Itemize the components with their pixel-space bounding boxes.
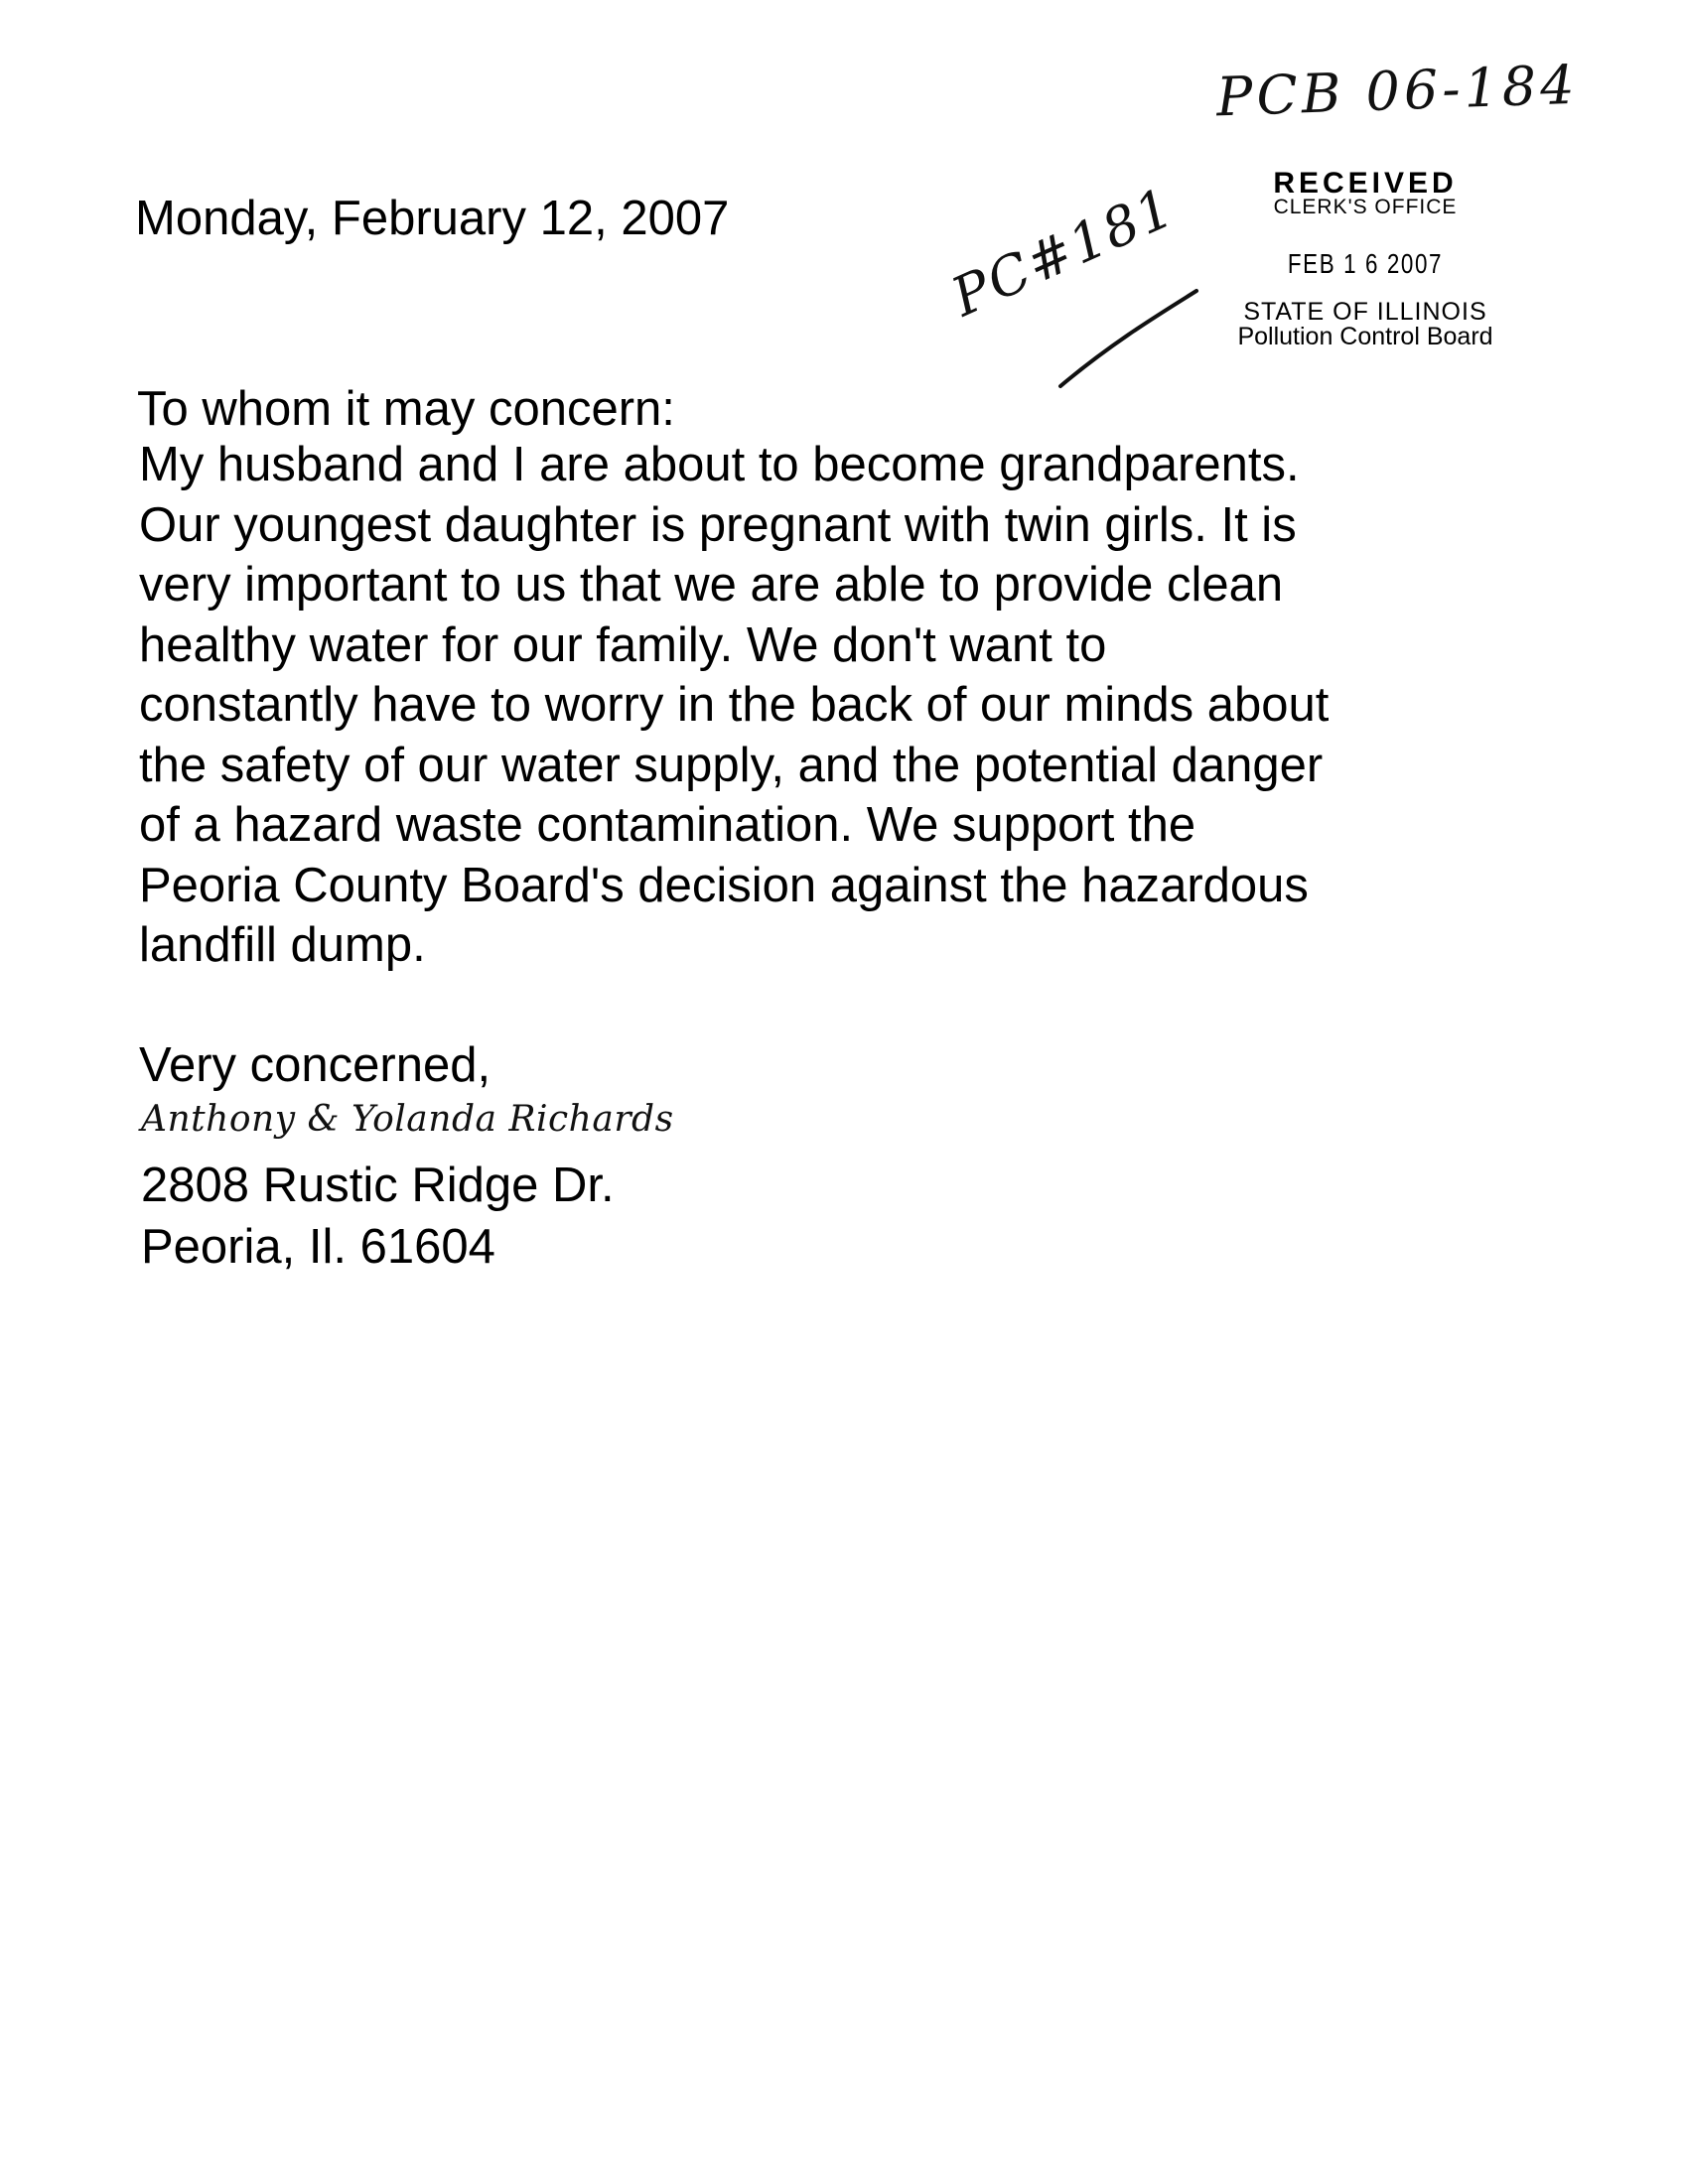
stamp-board: Pollution Control Board bbox=[1237, 323, 1493, 350]
body-line: of a hazard waste contamination. We support the bbox=[139, 798, 1196, 852]
body-line: healthy water for our family. We don't want to bbox=[139, 617, 1107, 672]
body-line: very important to us that we are able to provide clean bbox=[139, 558, 1284, 612]
handwritten-slash-mark bbox=[1052, 283, 1201, 392]
stamp-office: CLERK'S OFFICE bbox=[1273, 196, 1458, 218]
letter-address bbox=[141, 1155, 615, 1278]
body-line: the safety of our water supply, and the potential danger bbox=[139, 738, 1324, 792]
address-street: 2808 Rustic Ridge Dr. bbox=[141, 1159, 615, 1212]
body-line: My husband and I are about to become grandparents. bbox=[139, 438, 1300, 491]
body-line: landfill dump. bbox=[139, 918, 426, 972]
handwritten-pc-number: PC#181 bbox=[942, 175, 1185, 329]
letter-body bbox=[139, 435, 1529, 976]
letter-salutation: To whom it may concern: bbox=[137, 382, 675, 436]
received-stamp bbox=[1201, 167, 1529, 349]
docket-number-handwritten: PCB 06-184 bbox=[1215, 53, 1580, 129]
letter-signature: Anthony & Yolanda Richards bbox=[141, 1099, 674, 1140]
stamp-received: RECEIVED bbox=[1273, 167, 1458, 200]
stamp-date: FEB 1 6 2007 bbox=[1287, 248, 1444, 279]
stamp-state: STATE OF ILLINOIS bbox=[1243, 298, 1487, 326]
address-city: Peoria, Il. 61604 bbox=[141, 1220, 495, 1274]
body-line: constantly have to worry in the back of our minds about bbox=[139, 678, 1330, 732]
body-line: Our youngest daughter is pregnant with twin girls. It is bbox=[139, 497, 1297, 552]
letter-date: Monday, February 12, 2007 bbox=[135, 192, 730, 245]
letter-closing: Very concerned, bbox=[139, 1038, 491, 1092]
body-line: Peoria County Board's decision against the hazardous bbox=[139, 858, 1309, 912]
